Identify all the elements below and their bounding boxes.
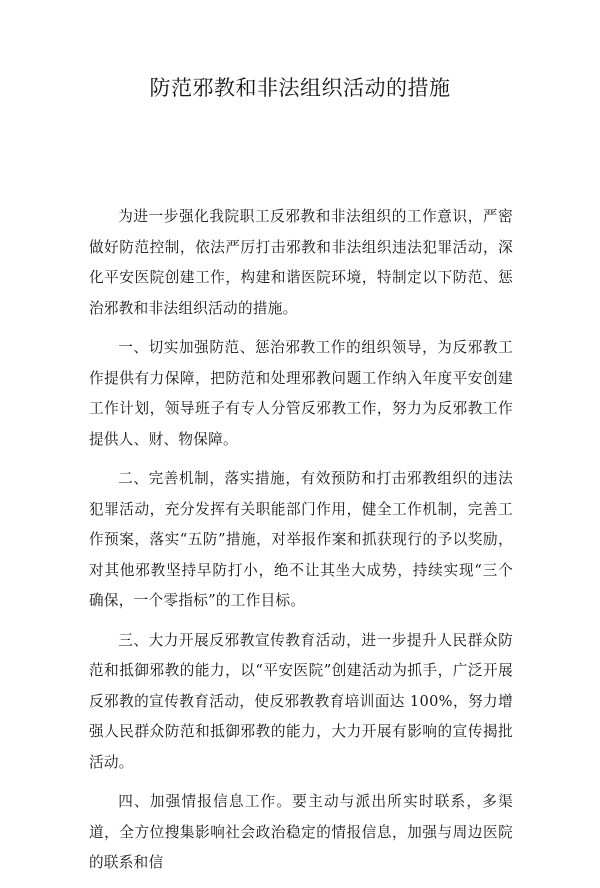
paragraph-4: 四、加强情报信息工作。要主动与派出所实时联系，多渠道，全方位搜集影响社会政治稳定的情报信息，加强与周边医院的联系和信: [89, 793, 513, 871]
paragraph-2: 二、完善机制，落实措施，有效预防和打击邪教组织的违法犯罪活动，充分发挥有关职能部门作用，健全工作机制，完善工作预案，落实“五防”措施，对举报作案和抓获现行的予以奖励，对其他邪教坚持早防打小，绝不让其坐大成势，持续实现“三个确保，一个零指标”的工作目标。: [89, 470, 513, 609]
paragraph-1: 一、切实加强防范、惩治邪教工作的组织领导，为反邪教工作提供有力保障，把防范和处理邪教问题工作纳入年度平安创建工作计划，领导班子有专人分管反邪教工作，努力为反邪教工作提供人、财、物保障。: [89, 339, 513, 448]
paragraph-intro: 为进一步强化我院职工反邪教和非法组织的工作意识，严密做好防范控制，依法严厉打击邪教和非法组织违法犯罪活动，深化平安医院创建工作，构建和谐医院环境，特制定以下防范、惩治邪教和非法组织活动的措施。: [89, 208, 513, 317]
document-body: [89, 202, 513, 888]
document-title: 防范邪教和非法组织活动的措施: [149, 76, 451, 100]
paragraph-3: 三、大力开展反邪教宣传教育活动，进一步提升人民群众防范和抵御邪教的能力，以“平安医院”创建活动为抓手，广泛开展反邪教的宣传教育活动，使反邪教教育培训面达 100%，努力增强人民群众防范和抵御邪教的能力，大力开展有影响的宣传揭批活动。: [89, 631, 513, 771]
